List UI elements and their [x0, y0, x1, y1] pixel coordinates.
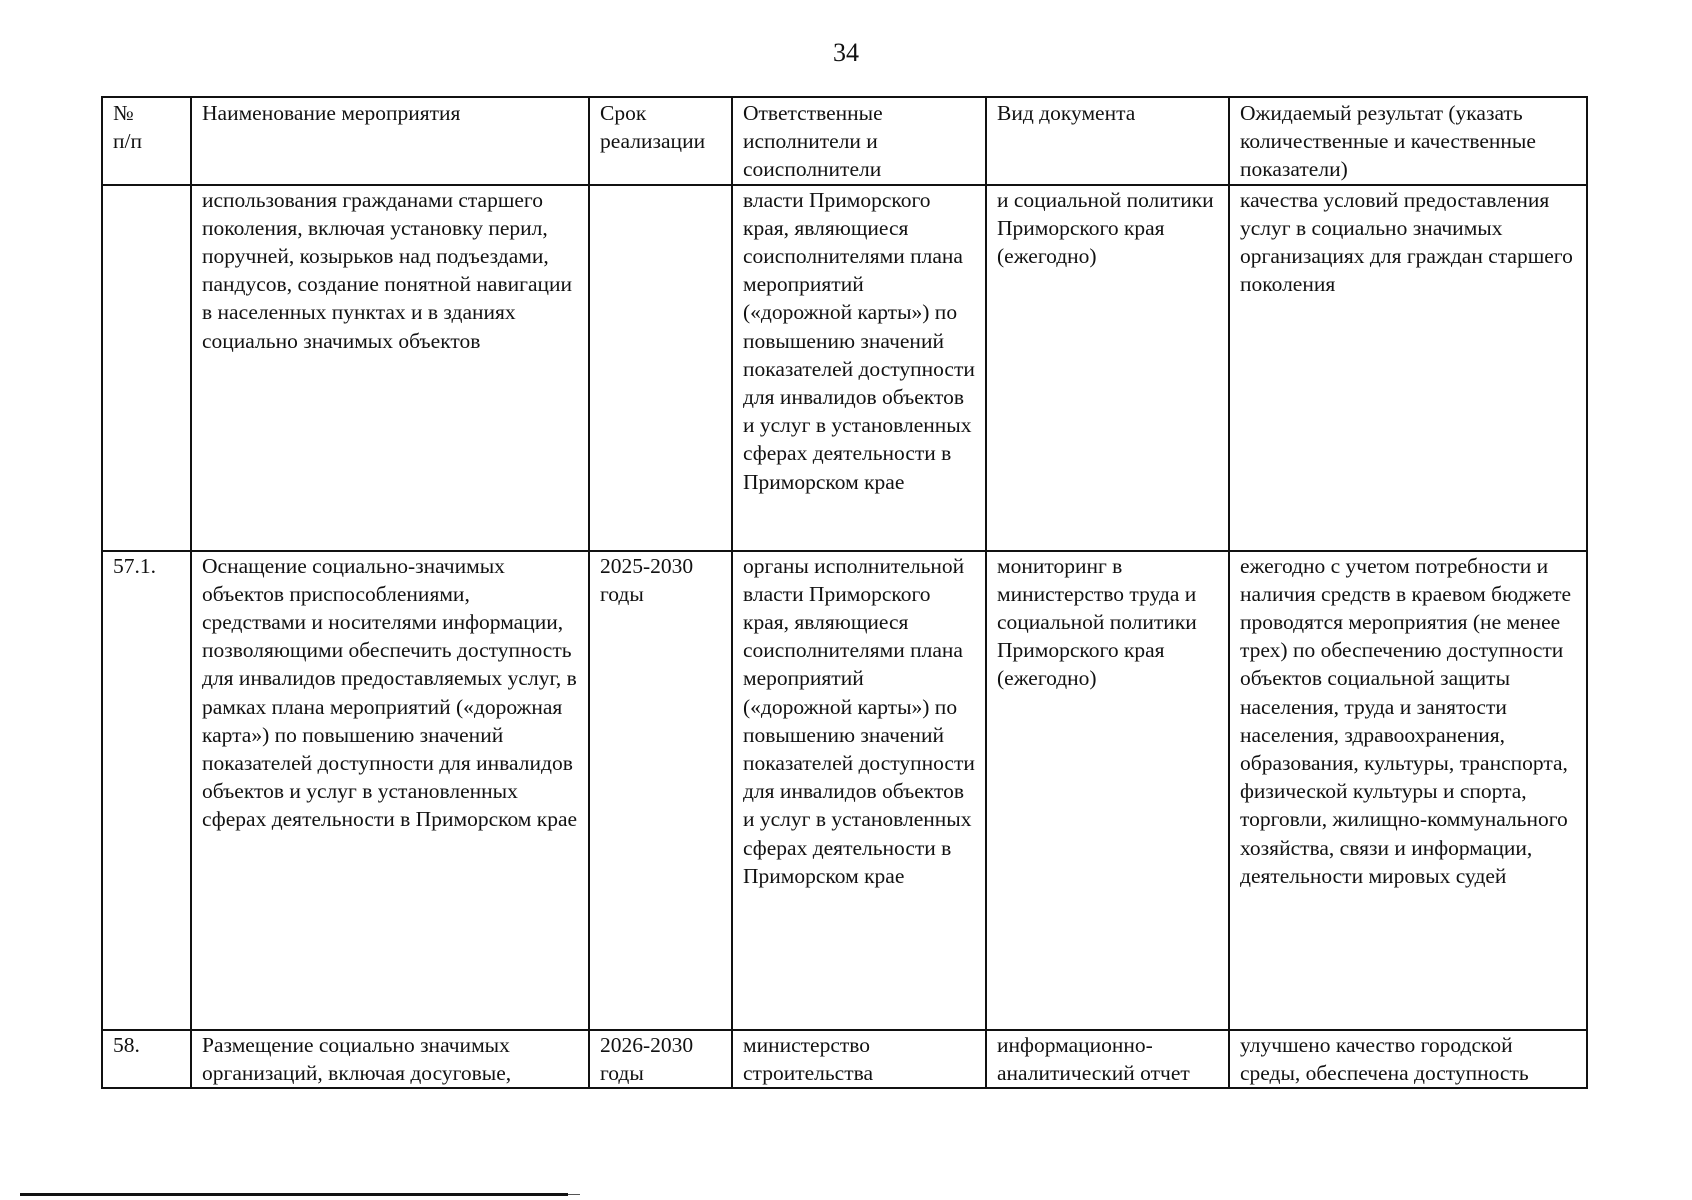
cell-term: 2026-2030 годы — [589, 1030, 732, 1088]
table-row — [102, 185, 1587, 551]
header-result: Ожидаемый результат (указать количественные и качественные показатели) — [1229, 97, 1587, 185]
header-term: Срок реализации — [589, 97, 732, 185]
cell-num — [102, 185, 191, 551]
measures-table — [101, 96, 1588, 1089]
cell-name: Размещение социально значимых организаций, включая досуговые, — [191, 1030, 589, 1088]
table-header-row — [102, 97, 1587, 185]
footnote-divider-tail — [568, 1194, 580, 1195]
cell-responsible: министерство строительства — [732, 1030, 986, 1088]
header-num: № п/п — [102, 97, 191, 185]
header-doc-type: Вид документа — [986, 97, 1229, 185]
cell-result: улучшено качество городской среды, обеспечена доступность — [1229, 1030, 1587, 1088]
footnote-divider — [20, 1193, 568, 1196]
cell-name: Оснащение социально-значимых объектов приспособлениями, средствами и носителями информации, позволяющими обеспечить доступность для инвалидов предоставляемых услуг, в рамках плана мероприятий («дорожная карта») по повышению значений показателей доступности для инвалидов объектов и услуг в установленных сферах деятельности в Приморском крае — [191, 551, 589, 1030]
cell-doc-type: и социальной политики Приморского края (ежегодно) — [986, 185, 1229, 551]
cell-doc-type: информационно-аналитический отчет — [986, 1030, 1229, 1088]
cell-responsible: власти Приморского края, являющиеся соисполнителями плана мероприятий («дорожной карты») по повышению значений показателей доступности для инвалидов объектов и услуг в установленных сферах деятельности в Приморском крае — [732, 185, 986, 551]
cell-num: 57.1. — [102, 551, 191, 1030]
cell-term — [589, 185, 732, 551]
cell-result: качества условий предоставления услуг в социально значимых организациях для граждан старшего поколения — [1229, 185, 1587, 551]
cell-responsible: органы исполнительной власти Приморского края, являющиеся соисполнителями плана мероприятий («дорожной карты») по повышению значений показателей доступности для инвалидов объектов и услуг в установленных сферах деятельности в Приморском крае — [732, 551, 986, 1030]
cell-name: использования гражданами старшего поколения, включая установку перил, поручней, козырьков над подъездами, пандусов, создание понятной навигации в населенных пунктах и в зданиях социально значимых объектов — [191, 185, 589, 551]
header-name: Наименование мероприятия — [191, 97, 589, 185]
table-row — [102, 1030, 1587, 1088]
table-row — [102, 551, 1587, 1030]
header-responsible: Ответственные исполнители и соисполнители — [732, 97, 986, 185]
cell-doc-type: мониторинг в министерство труда и социальной политики Приморского края (ежегодно) — [986, 551, 1229, 1030]
cell-result: ежегодно с учетом потребности и наличия средств в краевом бюджете проводятся мероприятия (не менее трех) по обеспечению доступности объектов социальной защиты населения, труда и занятости населения, здравоохранения, образования, культуры, транспорта, физической культуры и спорта, торговли, жилищно-коммунального хозяйства, связи и информации, деятельности мировых судей — [1229, 551, 1587, 1030]
cell-term: 2025-2030 годы — [589, 551, 732, 1030]
cell-num: 58. — [102, 1030, 191, 1088]
page-number: 34 — [833, 38, 859, 67]
